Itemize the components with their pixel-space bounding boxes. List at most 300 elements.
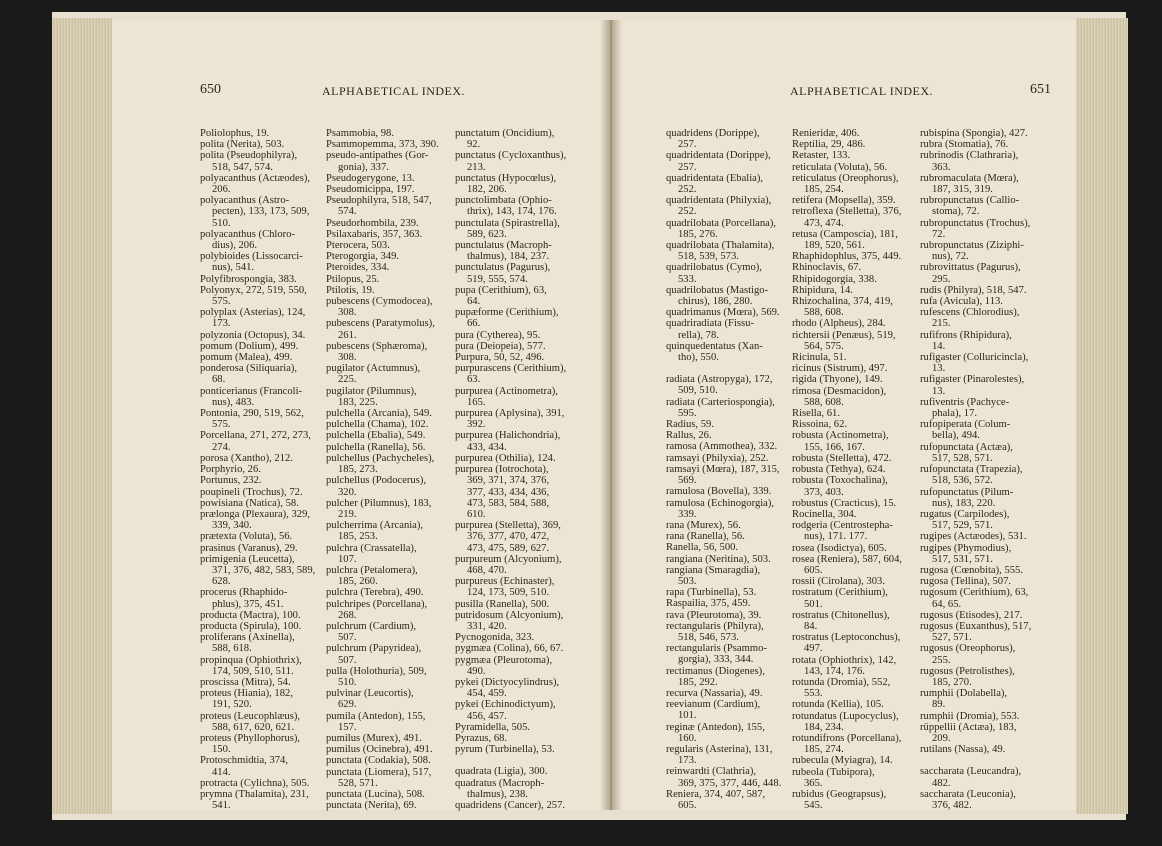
right-index-column-3 [920, 128, 1031, 811]
index-entry: punctulata (Spirastrella), [455, 217, 560, 229]
index-entry: pulchellus (Podocerus), [326, 475, 427, 487]
index-entry: reticulata (Voluta), 56. [792, 161, 888, 173]
index-entry: 191, 520. [212, 699, 252, 711]
index-entry: 503. [678, 575, 697, 587]
index-entry: 143, 174, 176. [804, 665, 865, 677]
index-entry: 518, 547, 574. [212, 161, 273, 173]
index-entry: pubescens (Sphæroma), [326, 340, 428, 352]
index-entry: Rhizochalina, 374, 419, [792, 296, 893, 308]
index-entry: Rocinella, 304. [792, 508, 857, 520]
index-entry: Rhipidogorgia, 338. [792, 273, 877, 285]
index-entry: rufopiperata (Colum- [920, 419, 1011, 431]
page-edges-left [52, 18, 112, 814]
index-entry: polyzonia (Octopus), 34. [200, 329, 306, 341]
index-entry: pygmæa (Pleurotoma), [455, 654, 553, 666]
index-entry: rhodo (Alpheus), 284. [792, 318, 886, 330]
index-entry: 454, 459. [467, 688, 507, 700]
index-entry: ramulosa (Echinogorgia), [666, 497, 775, 509]
index-entry: 185, 276. [678, 228, 718, 240]
index-entry: 473, 474. [804, 217, 844, 229]
index-entry: 369, 371, 374, 376, [467, 475, 550, 487]
index-entry: thrix), 143, 174, 176. [467, 206, 557, 218]
index-entry: 414. [212, 766, 231, 778]
index-entry: purpurea (Othilia), 124. [455, 452, 556, 464]
index-entry: rostratus (Chitonellus), [792, 609, 890, 621]
index-entry: rubispina (Spongia), 427. [920, 128, 1028, 139]
index-entry: Ptilopus, 25. [326, 273, 380, 285]
index-entry: thalmus), 184, 237. [467, 251, 550, 263]
index-entry: pykei (Dictyocylindrus), [455, 676, 560, 688]
index-entry: 68. [212, 374, 226, 386]
index-entry: rava (Pleurotoma), 39. [666, 609, 762, 621]
index-entry: nus), 541. [212, 262, 255, 274]
index-entry: pulcherrima (Arcania), [326, 520, 424, 532]
index-entry: rubromaculata (Mœra), [920, 172, 1019, 184]
index-entry: rugosa (Tellina), 507. [920, 576, 1012, 588]
index-entry: rubrinodis (Clathraria), [920, 150, 1019, 162]
index-entry: pomum (Malea), 499. [200, 352, 293, 364]
index-entry: 473, 475, 589, 627. [467, 542, 550, 554]
index-entry: Psilaxabaris, 357, 363. [326, 228, 423, 240]
left-index-column-2 [326, 128, 439, 811]
right-index-column-1 [666, 128, 781, 811]
index-entry: punctata (Liomera), 517, [326, 766, 432, 778]
index-entry: pygmæa (Colina), 66, 67. [455, 643, 564, 655]
index-entry: pubescens (Paratymolus), [326, 318, 435, 330]
left-page-number: 650 [200, 82, 221, 97]
index-entry: 456, 457. [467, 710, 507, 722]
index-entry: quadridens (Dorippe), [666, 128, 760, 139]
index-entry: Ranella, 56, 500. [666, 542, 739, 554]
index-entry: 468, 470. [467, 564, 507, 576]
index-entry: Pseudorhombila, 239. [326, 217, 419, 229]
index-entry: rodgeria (Centrostepha- [792, 520, 893, 532]
index-entry: 155, 166, 167. [804, 441, 865, 453]
index-entry: robusta (Toxochalina), [792, 475, 888, 487]
index-entry: pupæforme (Cerithium), [455, 307, 559, 319]
index-entry: pusilla (Ranella), 500. [455, 598, 550, 610]
index-entry: 575. [212, 296, 231, 308]
index-entry: pulchrum (Cardium), [326, 620, 417, 632]
index-entry: rubecula (Myiagra), 14. [792, 755, 893, 767]
index-entry: 507. [338, 654, 357, 666]
index-entry: purpurea (Actinometra), [455, 385, 558, 397]
index-entry: producta (Mactra), 100. [200, 609, 301, 621]
index-entry: rangiana (Smaragdia), [666, 564, 761, 576]
index-entry: robustus (Cracticus), 15. [792, 497, 897, 509]
index-entry: pulvinar (Leucortis), [326, 688, 414, 700]
index-entry: 392. [467, 419, 486, 431]
index-entry: retroflexa (Stelletta), 376, [792, 206, 902, 218]
index-entry: 107. [338, 553, 357, 565]
index-entry: 490. [467, 665, 486, 677]
index-entry: pulchella (Arcania), 549. [326, 408, 432, 420]
index-entry: rüppellii (Actæa), 183, [920, 721, 1017, 733]
index-entry: polybioides (Lissocarci- [200, 251, 303, 263]
index-entry: ramosa (Ammothea), 332. [666, 441, 778, 453]
index-entry: pupa (Cerithium), 63, [455, 284, 547, 296]
index-entry: 252. [678, 206, 697, 218]
index-entry: 510. [338, 676, 357, 688]
index-entry: rangiana (Neritina), 503. [666, 553, 771, 565]
index-entry: rectimanus (Diogenes), [666, 665, 765, 677]
index-entry: rectangularis (Psammo- [666, 643, 767, 655]
index-entry: Psammobia, 98. [326, 128, 394, 139]
index-entry: putridosum (Alcyonium), [455, 609, 564, 621]
index-entry: Rissoina, 62. [792, 419, 848, 431]
index-entry: stoma), 72. [932, 206, 980, 218]
index-entry: quadridens (Cancer), 257. [455, 799, 566, 811]
index-entry: polyacanthus (Astro- [200, 195, 290, 207]
index-entry: 183, 225. [338, 396, 378, 408]
index-entry: 295. [932, 273, 951, 285]
index-entry: rostratus (Leptoconchus), [792, 632, 901, 644]
index-entry: pecten), 133, 173, 509, [212, 206, 310, 218]
index-entry: polyplax (Asterias), 124, [200, 307, 306, 319]
index-entry: 187, 315, 319. [932, 184, 993, 196]
index-entry: 174, 509, 510, 511. [212, 665, 294, 677]
index-entry: quadrimanus (Mœra), 569. [666, 307, 780, 319]
index-entry: rufigaster (Pinarolestes), [920, 374, 1025, 386]
index-entry: rutilans (Nassa), 49. [920, 744, 1006, 756]
index-entry: 173. [678, 755, 697, 767]
index-entry: dius), 206. [212, 240, 258, 252]
index-entry: 376, 377, 470, 472, [467, 531, 550, 543]
index-entry: 610. [467, 508, 486, 520]
index-entry: 510. [212, 217, 231, 229]
index-entry: 165. [467, 396, 486, 408]
index-entry: powisiana (Natica), 58. [200, 497, 299, 509]
index-entry: pulchripes (Porcellana), [326, 598, 428, 610]
index-entry: punctata (Codakia), 508. [326, 755, 431, 767]
index-entry: 206. [212, 184, 231, 196]
index-entry: ramsayi (Mœra), 187, 315, [666, 463, 780, 475]
index-entry: rubropunctatus (Callio- [920, 195, 1020, 207]
index-entry: pumilus (Murex), 491. [326, 732, 422, 744]
index-entry: 507. [338, 632, 357, 644]
index-entry: 541. [212, 800, 231, 812]
index-entry: 376, 482. [932, 799, 972, 811]
index-entry: 331, 420. [467, 620, 507, 632]
index-entry: Risella, 61. [792, 408, 840, 420]
index-entry: 518, 546, 573. [678, 631, 739, 643]
index-entry: ramsayi (Philyxia), 252. [666, 452, 769, 464]
index-entry: quadrilobata (Porcellana), [666, 217, 777, 229]
left-index-column-3 [455, 128, 566, 811]
index-entry: Purpura, 50, 52, 496. [455, 352, 545, 364]
index-entry: rapa (Turbinella), 53. [666, 587, 757, 599]
index-entry: 89. [932, 699, 946, 711]
index-entry: proteus (Phyllophorus), [200, 732, 301, 744]
index-entry: 185, 254. [804, 184, 844, 196]
index-entry: rotundifrons (Porcellana), [792, 732, 902, 744]
index-entry: 274. [212, 441, 231, 453]
index-entry: Rhipidura, 14. [792, 284, 853, 296]
index-entry: 261. [338, 329, 357, 341]
index-entry: 369, 375, 377, 446, 448. [678, 777, 782, 789]
index-entry: 184, 234. [804, 721, 844, 733]
index-entry: rufopunctatus (Pilum- [920, 486, 1014, 498]
index-entry: 255. [932, 654, 951, 666]
index-entry: quadridentata (Ebalia), [666, 172, 764, 184]
index-entry: radiata (Astropyga), 172, [666, 374, 773, 386]
index-entry: pomum (Dolium), 499. [200, 340, 299, 352]
index-entry: robusta (Stelletta), 472. [792, 452, 892, 464]
index-entry: quadrata (Ligia), 300. [455, 766, 548, 778]
index-entry: rudis (Philyra), 518, 547. [920, 284, 1027, 296]
index-entry: 363. [932, 161, 951, 173]
index-entry: 72. [932, 228, 946, 240]
index-entry: Rhinoclavis, 67. [792, 262, 862, 274]
index-entry: phlus), 375, 451. [212, 598, 284, 610]
index-entry: richtersii (Penæus), 519, [792, 329, 896, 341]
index-entry: pugilator (Pilumnus), [326, 385, 417, 397]
index-entry: nus), 72. [932, 251, 969, 263]
index-entry: Polyonyx, 272, 519, 550, [200, 284, 307, 296]
index-entry: Pteroides, 334. [326, 262, 390, 274]
index-entry: purpurea (Aplysina), 391, [455, 408, 565, 420]
index-entry: rugosus (Etisodes), 217. [920, 609, 1023, 621]
index-entry: purpureus (Echinaster), [455, 576, 555, 588]
index-entry: regularis (Asterina), 131, [666, 743, 773, 755]
index-entry: producta (Spirula), 100. [200, 620, 302, 632]
index-entry: Porcellana, 271, 272, 273, [200, 430, 311, 442]
index-entry: 185, 292. [678, 676, 718, 688]
index-entry: rugosus (Petrolisthes), [920, 665, 1015, 677]
index-entry: 185, 253. [338, 531, 378, 543]
index-entry: pulchra (Crassatella), [326, 542, 417, 554]
right-page-number: 651 [1030, 82, 1051, 97]
index-entry: pulla (Holothuria), 509, [326, 665, 427, 677]
index-entry: 320. [338, 486, 357, 498]
index-entry: rotunda (Dromia), 552, [792, 676, 891, 688]
index-entry: purpurea (Stelletta), 369, [455, 520, 561, 532]
index-entry: pyrum (Turbinella), 53. [455, 744, 555, 756]
index-entry: 518, 536, 572. [932, 475, 993, 487]
index-entry: Pterogorgia, 349. [326, 251, 400, 263]
index-entry: punctolimbata (Ophio- [455, 195, 552, 207]
index-entry: protracta (Cylichna), 505. [200, 777, 310, 789]
index-entry: rosea (Isodictya), 605. [792, 542, 887, 554]
index-entry: Polyfibrospongia, 383. [200, 273, 297, 285]
book-gutter [600, 20, 622, 810]
index-entry: 528, 571. [338, 777, 378, 789]
index-entry: rubropunctatus (Ziziphi- [920, 240, 1024, 252]
index-entry: nus), 183, 220. [932, 497, 996, 509]
index-entry: Pyrazus, 68. [455, 732, 508, 744]
index-entry: radiata (Carteriospongia), [666, 396, 775, 408]
index-entry: 339. [678, 508, 697, 520]
index-entry: 219. [338, 508, 357, 520]
index-entry: punctata (Nerita), 69. [326, 800, 417, 812]
right-running-head: ALPHABETICAL INDEX. [790, 84, 934, 98]
index-entry: purpurascens (Cerithium), [455, 363, 567, 375]
index-entry: reticulatus (Oreophorus), [792, 172, 899, 184]
index-entry: 473, 583, 584, 588, [467, 497, 550, 509]
index-entry: proteus (Leucophlæus), [200, 710, 301, 722]
index-entry: 371, 376, 482, 583, 589, [212, 564, 316, 576]
index-entry: 588, 618. [212, 643, 252, 655]
index-entry: rugatus (Carpilodes), [920, 508, 1010, 520]
index-entry: purpureum (Alcyonium), [455, 553, 562, 565]
index-entry: rigida (Thyone), 149. [792, 374, 883, 386]
index-entry: 185, 273. [338, 464, 378, 476]
index-entry: rotundatus (Lupocyclus), [792, 710, 899, 722]
index-entry: 519, 555, 574. [467, 273, 528, 285]
index-entry: polyacanthus (Actæodes), [200, 172, 311, 184]
index-entry: 185, 274. [804, 744, 844, 756]
index-entry: Ptilotis, 19. [326, 284, 375, 296]
index-entry: 173. [212, 318, 231, 330]
index-entry: quadrilobatus (Mastigo- [666, 284, 769, 296]
index-entry: Pyramidella, 505. [455, 721, 531, 733]
index-entry: 124, 173, 509, 510. [467, 587, 550, 599]
index-entry: 588, 608. [804, 396, 844, 408]
index-entry: poupineli (Trochus), 72. [200, 486, 303, 498]
index-entry: rubra (Stomatia), 76. [920, 139, 1009, 151]
index-entry: 595. [678, 407, 697, 419]
index-entry: Reptilia, 29, 486. [792, 139, 866, 151]
index-entry: 365. [804, 777, 823, 789]
index-entry: punctatus (Cycloxanthus), [455, 150, 567, 162]
index-entry: 377, 433, 434, 436, [467, 486, 550, 498]
index-entry: 84. [804, 620, 818, 632]
index-entry: 569. [678, 475, 697, 487]
index-entry: 13. [932, 385, 946, 397]
index-entry: Rhaphidophlus, 375, 449. [792, 251, 902, 263]
index-entry: 185, 260. [338, 576, 378, 588]
index-entry: Ricinula, 51. [792, 352, 847, 364]
index-entry: Psammopemma, 373, 390. [326, 139, 439, 151]
index-entry: 575. [212, 419, 231, 431]
index-entry: 101. [678, 710, 697, 722]
index-entry: 527, 571. [932, 632, 972, 644]
index-entry: 629. [338, 699, 357, 711]
index-entry: rotata (Ophiothrix), 142, [792, 654, 897, 666]
index-entry: rumphii (Dromia), 553. [920, 710, 1020, 722]
left-running-head: ALPHABETICAL INDEX. [322, 84, 466, 98]
index-entry: pugilator (Actumnus), [326, 363, 421, 375]
index-entry: 517, 531, 571. [932, 553, 993, 565]
index-entry: phala), 17. [932, 408, 978, 420]
index-entry: rugosum (Cerithium), 63, [920, 587, 1029, 599]
index-entry: quinquedentatus (Xan- [666, 340, 763, 352]
index-entry: punctatum (Oncidium), [455, 128, 555, 139]
index-entry: quadridentata (Philyxia), [666, 195, 772, 207]
index-entry: 64, 65. [932, 598, 962, 610]
index-entry: 533. [678, 273, 697, 285]
index-entry: rugipes (Actæodes), 531. [920, 531, 1027, 543]
index-entry: tho), 550. [678, 352, 719, 364]
index-entry: 182, 206. [467, 184, 507, 196]
index-entry: proscissa (Mitra), 54. [200, 676, 291, 688]
index-entry: quadridentata (Dorippe), [666, 150, 771, 162]
index-entry: robusta (Actinometra), [792, 430, 889, 442]
index-entry: 574. [338, 206, 357, 218]
index-entry: 14. [932, 340, 946, 352]
index-entry: rufopunctata (Actæa), [920, 441, 1013, 453]
index-entry: pura (Cytherea), 95. [455, 329, 541, 341]
index-entry: rufiventris (Pachyce- [920, 396, 1010, 408]
index-entry: 564, 575. [804, 340, 844, 352]
index-entry: 497. [804, 643, 823, 655]
index-entry: quadrilobata (Thalamita), [666, 240, 775, 252]
index-entry: rufigaster (Colluricincla), [920, 352, 1029, 364]
index-entry: Protoschmidtia, 374, [200, 755, 288, 767]
index-entry: 545. [804, 800, 823, 812]
index-entry: punctatus (Hypocœlus), [455, 172, 557, 184]
index-entry: pulchella (Ranella), 56. [326, 441, 426, 453]
index-entry: rubrovittatus (Pagurus), [920, 262, 1021, 274]
index-entry: Raspailia, 375, 459. [666, 598, 751, 610]
index-entry: rugosus (Oreophorus), [920, 643, 1016, 655]
index-entry: 308. [338, 352, 357, 364]
index-entry: reevianum (Cardium), [666, 699, 761, 711]
index-entry: prælonga (Plexaura), 329, [200, 508, 311, 520]
index-entry: pulcher (Pilumnus), 183, [326, 497, 432, 509]
index-entry: 588, 608. [804, 307, 844, 319]
index-entry: rubropunctatus (Trochus), [920, 217, 1031, 229]
index-entry: pseudo-antipathes (Gor- [326, 150, 429, 162]
index-entry: pumilus (Ocinebra), 491. [326, 744, 433, 756]
index-entry: ponticerianus (Francoli- [200, 385, 303, 397]
index-entry: nus), 171. 177. [804, 531, 868, 543]
index-entry: 215. [932, 318, 951, 330]
index-entry: Pycnogonida, 323. [455, 632, 535, 644]
index-entry: porosa (Xantho), 212. [200, 452, 293, 464]
index-entry: pubescens (Cymodocea), [326, 296, 433, 308]
index-entry: 308. [338, 307, 357, 319]
index-entry: Pterocera, 503. [326, 240, 390, 252]
index-entry: bella), 494. [932, 430, 980, 442]
index-entry: 252. [678, 184, 697, 196]
index-entry: procerus (Rhaphido- [200, 587, 288, 599]
index-entry: 605. [678, 799, 697, 811]
index-entry: 92. [467, 139, 481, 151]
index-entry: saccharata (Leuconia), [920, 788, 1016, 800]
index-entry: rectangularis (Philyra), [666, 620, 764, 632]
index-entry: rufescens (Chlorodius), [920, 307, 1020, 319]
index-entry: Reniera, 374, 407, 587, [666, 788, 766, 800]
index-entry: prætexta (Voluta), 56. [200, 531, 293, 543]
index-entry: retusa (Camposcia), 181, [792, 228, 898, 240]
index-entry: gonia), 337. [338, 161, 389, 173]
left-index-column-1 [200, 128, 315, 811]
index-entry: Rallus, 26. [666, 430, 712, 442]
index-entry: pulchra (Terebra), 490. [326, 587, 424, 599]
index-entry: pumila (Antedon), 155, [326, 710, 426, 722]
index-entry: rana (Ranella), 56. [666, 531, 745, 543]
index-entry: 588, 617, 620, 621. [212, 721, 295, 733]
index-entry: Porphyrio, 26. [200, 464, 261, 476]
index-entry: rostratum (Cerithium), [792, 587, 888, 599]
index-entry: 373, 403. [804, 486, 844, 498]
index-entry: 257. [678, 161, 697, 173]
index-entry: 189, 520, 561. [804, 240, 865, 252]
index-entry: rosea (Reniera), 587, 604, [792, 553, 903, 565]
index-entry: rana (Murex), 56. [666, 519, 741, 531]
index-entry: saccharata (Leucandra), [920, 766, 1022, 778]
index-entry: rimosa (Desmacidon), [792, 385, 887, 397]
index-entry: primigenia (Leucetta), [200, 553, 295, 565]
index-entry: recurva (Nassaria), 49. [666, 687, 763, 699]
index-entry: 509, 510. [678, 385, 718, 397]
index-entry: purpurea (Halichondria), [455, 430, 561, 442]
index-entry: quadrilobatus (Cymo), [666, 262, 762, 274]
index-entry: rugosa (Cœnobita), 555. [920, 564, 1023, 576]
index-entry: 517, 529, 571. [932, 520, 993, 532]
index-entry: 482. [932, 777, 951, 789]
